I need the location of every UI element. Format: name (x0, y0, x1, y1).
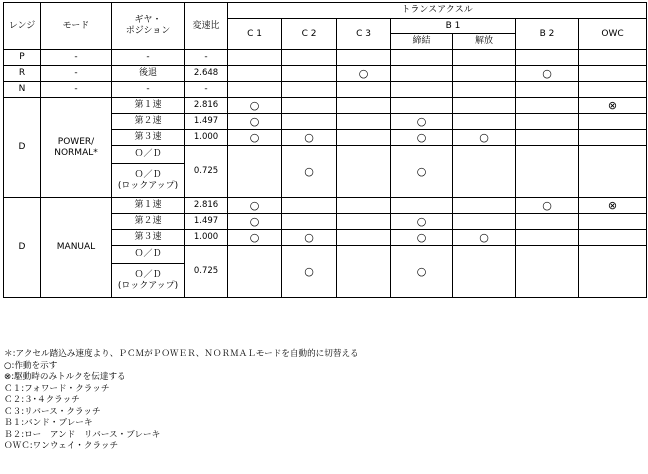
note-c1: Ｃ１:フォワード・クラッチ (4, 383, 110, 394)
gear-3rd: 第３速 (112, 230, 185, 246)
table-row-n (4, 82, 647, 98)
header-c3: C 3 (337, 19, 391, 50)
cross-circle-icon: ⊗ (579, 98, 647, 114)
header-range: レンジ (4, 3, 41, 50)
circle-icon: ○ (391, 146, 453, 198)
note-b1: Ｂ１:バンド・ブレーキ (4, 418, 93, 428)
gear-1st: 第１速 (112, 98, 185, 114)
ratio-od: 0.725 (185, 246, 228, 298)
range-n: N (4, 82, 41, 98)
gear-dash: - (112, 50, 185, 66)
range-p: P (4, 50, 41, 66)
legend-notes (4, 349, 359, 453)
ratio-dash: - (185, 82, 228, 98)
table-row-r (4, 66, 647, 82)
gear-2nd: 第２速 (112, 114, 185, 130)
ratio-3rd: 1.000 (185, 230, 228, 246)
circle-icon: ○ (391, 230, 453, 246)
shift-operation-table (3, 2, 647, 298)
gear-dash: - (112, 82, 185, 98)
header-b2: B 2 (516, 19, 579, 50)
ratio-2nd: 1.497 (185, 214, 228, 230)
circle-icon: ○ (337, 66, 391, 82)
note-asterisk: ＊:アクセル踏込み速度より、ＰＣＭがＰＯＷＥＲ、ＮＯＲＭＡＬモードを自動的に切替える (4, 349, 359, 359)
note-owc: ＯＷＣ:ワンウェイ・クラッチ (4, 441, 119, 451)
gear-1st: 第１速 (112, 198, 185, 214)
header-mode: モード (41, 3, 112, 50)
header-b1-release: 解放 (453, 34, 516, 50)
gear-reverse: 後退 (112, 66, 185, 82)
header-c1: C 1 (228, 19, 282, 50)
circle-icon: ○ (228, 214, 282, 230)
ratio-1st: 2.816 (185, 198, 228, 214)
gear-od-lockup: Ｏ／Ｄ (ロックアップ) (112, 164, 185, 198)
ratio-2nd: 1.497 (185, 114, 228, 130)
mode-dash: - (41, 50, 112, 66)
note-c2: Ｃ２:３･４クラッチ (4, 395, 80, 405)
circle-icon: ○ (228, 130, 282, 146)
gear-od: Ｏ／Ｄ (112, 246, 185, 264)
ratio-od: 0.725 (185, 146, 228, 198)
range-d-power: D (4, 98, 41, 198)
note-circle: ○:作動を示す (4, 360, 58, 371)
circle-icon: ○ (453, 230, 516, 246)
ratio-reverse: 2.648 (185, 66, 228, 82)
gear-3rd: 第３速 (112, 130, 185, 146)
mode-dash: - (41, 66, 112, 82)
note-b2: Ｂ２:ロー アンド リバース・ブレーキ (4, 429, 161, 440)
gear-od: Ｏ／Ｄ (112, 146, 185, 164)
circle-icon: ○ (516, 66, 579, 82)
circle-icon: ○ (453, 130, 516, 146)
circle-icon: ○ (282, 146, 337, 198)
circle-icon: ○ (228, 198, 282, 214)
header-ratio: 変速比 (185, 3, 228, 50)
table-row-d1-1st (4, 98, 647, 114)
circle-icon: ○ (282, 130, 337, 146)
circle-icon: ○ (391, 214, 453, 230)
mode-power-normal: POWER/ NORMAL* (41, 98, 112, 198)
circle-icon: ○ (228, 230, 282, 246)
circle-icon: ○ (391, 130, 453, 146)
circle-icon: ○ (282, 246, 337, 298)
circle-icon: ○ (282, 230, 337, 246)
header-c2: C 2 (282, 19, 337, 50)
table-row-p (4, 50, 647, 66)
header-gear-position: ギヤ・ ポジション (112, 3, 185, 50)
header-b1-engage: 締結 (391, 34, 453, 50)
circle-icon: ○ (516, 198, 579, 214)
mode-manual: MANUAL (41, 198, 112, 298)
circle-icon: ○ (228, 114, 282, 130)
circle-icon: ○ (391, 114, 453, 130)
ratio-3rd: 1.000 (185, 130, 228, 146)
ratio-dash: - (185, 50, 228, 66)
mode-dash: - (41, 82, 112, 98)
range-r: R (4, 66, 41, 82)
circle-icon: ○ (228, 98, 282, 114)
table-row-d2-1st (4, 198, 647, 214)
range-d-manual: D (4, 198, 41, 298)
note-cross-circle: ⊗:駆動時のみトルクを伝達する (4, 372, 126, 382)
header-transaxle: トランスアクスル (228, 3, 647, 19)
note-c3: Ｃ３:リバース・クラッチ (4, 406, 101, 417)
header-owc: OWC (579, 19, 647, 50)
cross-circle-icon: ⊗ (579, 198, 647, 214)
circle-icon: ○ (391, 246, 453, 298)
gear-2nd: 第２速 (112, 214, 185, 230)
gear-od-lockup: Ｏ／Ｄ (ロックアップ) (112, 264, 185, 298)
header-b1: B 1 (391, 19, 516, 34)
ratio-1st: 2.816 (185, 98, 228, 114)
